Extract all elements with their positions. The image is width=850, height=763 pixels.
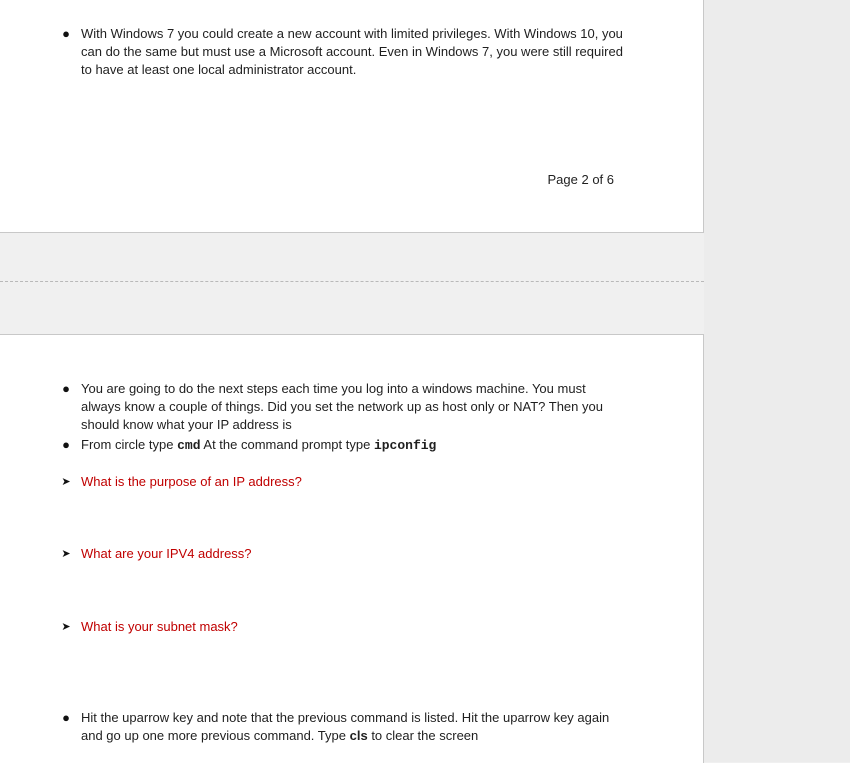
bullet-icon: ● (62, 381, 70, 396)
cmd-middle: At the command prompt type (203, 437, 371, 452)
cls-keyword: cls (349, 728, 368, 743)
bullet-icon: ● (62, 710, 70, 725)
cmd-prefix: From circle type (81, 437, 174, 452)
question-text: What is your subnet mask? (81, 619, 238, 634)
bullet-text: You are going to do the next steps each time you log into a windows machine. You must always know a couple of things. Did you set the network up as host only or NAT? Then you should know what your IP address is (81, 381, 603, 432)
bullet-text (81, 709, 626, 745)
arrow-bullet-icon: ➤ (61, 476, 71, 488)
page-break-divider (0, 281, 704, 282)
ipconfig-keyword: ipconfig (373, 438, 437, 453)
page-number: Page 2 of 6 (547, 172, 614, 187)
question-text: What is the purpose of an IP address? (81, 474, 302, 489)
final-text: Hit the uparrow key and note that the previous command is listed. Hit the uparrow key again and go up one more previous command. Type (81, 710, 610, 743)
arrow-bullet-icon: ➤ (61, 621, 71, 633)
final-suffix: to clear the screen (371, 728, 479, 743)
bullet-text (81, 436, 626, 455)
document-page-3 (0, 334, 704, 763)
question-text: What are your IPV4 address? (81, 546, 252, 561)
bullet-icon: ● (62, 437, 70, 452)
cmd-keyword: cmd (177, 438, 201, 453)
bullet-text: With Windows 7 you could create a new account with limited privileges. With Windows 10, you can do the same but must use a Microsoft account. Even in Windows 7, you were still required to have at least one local administrator account. (81, 26, 623, 77)
document-page-2 (0, 0, 704, 233)
side-panel (704, 0, 850, 762)
bullet-icon: ● (62, 26, 70, 41)
arrow-bullet-icon: ➤ (61, 548, 71, 560)
